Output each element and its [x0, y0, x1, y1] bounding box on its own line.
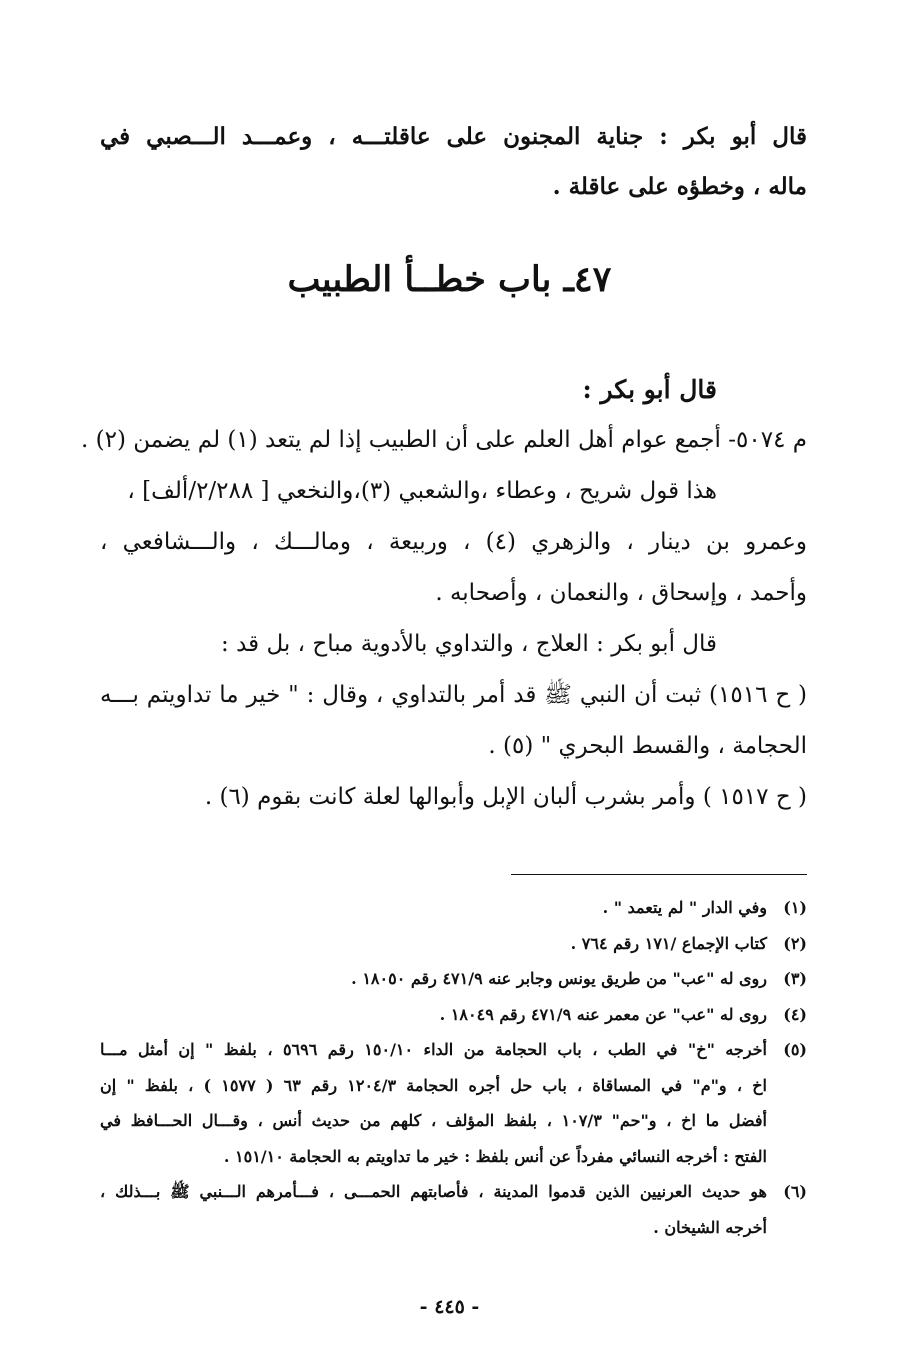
footnote-2 [100, 926, 807, 962]
footnote-text: الفتح : أخرجه النسائي مفرداً عن أنس بلفظ : خير ما تداويتم به الحجامة ١٥١/١٠ . [223, 1146, 767, 1166]
footnote-number: (٦) [783, 1182, 807, 1201]
footnote-text: أفضل ما اخ ، و"حم" ١٠٧/٣ ، بلفظ المؤلف ، كلهم من حديث أنس ، وقـــال الحـــافظ في [100, 1111, 767, 1130]
footnote-number: (٢) [783, 933, 807, 953]
scholars-line-2: وعمرو بن دينار ، والزهري (٤) ، وربيعة ، ومالـــك ، والـــشافعي ، [100, 529, 807, 555]
chapter-heading: ٤٧ـ باب خطــأ الطبيب [287, 259, 612, 300]
footnote-5 [100, 1032, 807, 1174]
intro-line-2: ماله ، وخطؤه على عاقلة . [552, 173, 807, 200]
footnote-text: اخ ، و"م" في المساقاة ، باب حل أجره الحجامة ١٢٠٤/٣ رقم ٦٣ ( ١٥٧٧ ) ، بلفظ " إن [100, 1075, 767, 1095]
footnote-1 [100, 890, 807, 926]
footnote-number: (١) [783, 898, 807, 917]
main-text [81, 364, 807, 823]
said-abu-bakr: قال أبو بكر : [582, 375, 717, 404]
footnote-number: (٤) [783, 1004, 807, 1024]
treatment-statement: قال أبو بكر : العلاج ، والتداوي بالأدوية مباح ، بل قد : [221, 631, 717, 657]
hadith-1516-line-1: ( ح ١٥١٦) ثبت أن النبي ﷺ قد أمر بالتداوي ، وقال : " خير ما تداويتم بـــه [100, 682, 807, 708]
footnote-text: روى له "عب" من طريق يونس وجابر عنه ٤٧١/٩ رقم ١٨٠٥٠ . [351, 969, 767, 988]
scholars-line-3: وأحمد ، وإسحاق ، والنعمان ، وأصحابه . [435, 580, 807, 606]
page-number: - ٤٤٥ - [419, 1296, 480, 1318]
intro-paragraph [100, 112, 807, 212]
footnotes [100, 890, 807, 1245]
footnote-number: (٣) [783, 969, 807, 988]
footnote-text: هو حديث العرنيين الذين قدموا المدينة ، فأصابتهم الحمـــى ، فـــأمرهم الـــنبي ﷺ بـــذلك ، [100, 1182, 767, 1201]
footnote-4 [100, 997, 807, 1033]
hadith-1517: ( ح ١٥١٧ ) وأمر بشرب ألبان الإبل وأبوالها لعلة كانت بقوم (٦) . [204, 784, 807, 810]
footnote-text: أخرجه "خ" في الطب ، باب الحجامة من الداء ١٥٠/١٠ رقم ٥٦٩٦ ، بلفظ " إن أمثل مـــا [100, 1040, 767, 1059]
ijma-statement: م ٥٠٧٤- أجمع عوام أهل العلم على أن الطبيب إذا لم يتعد (١) لم يضمن (٢) . [81, 427, 807, 453]
footnote-number: (٥) [783, 1040, 807, 1059]
footnote-text: وفي الدار " لم يتعمد " . [602, 898, 767, 917]
intro-line-1: قال أبو بكر : جناية المجنون على عاقلتـــه ، وعمـــد الـــصبي في [100, 123, 807, 150]
scholars-line-1: هذا قول شريح ، وعطاء ،والشعبي (٣)،والنخعي [ ٢/٢٨٨/ألف] ، [127, 478, 717, 504]
hadith-1516-line-2: الحجامة ، والقسط البحري " (٥) . [488, 733, 807, 759]
footnote-text: روى له "عب" عن معمر عنه ٤٧١/٩ رقم ١٨٠٤٩ . [439, 1004, 767, 1024]
footnote-3 [100, 961, 807, 997]
footnote-divider [511, 874, 807, 875]
footnote-text: أخرجه الشيخان . [653, 1217, 767, 1237]
footnote-text: كتاب الإجماع /١٧١ رقم ٧٦٤ . [570, 933, 767, 953]
footnote-6 [100, 1174, 807, 1245]
